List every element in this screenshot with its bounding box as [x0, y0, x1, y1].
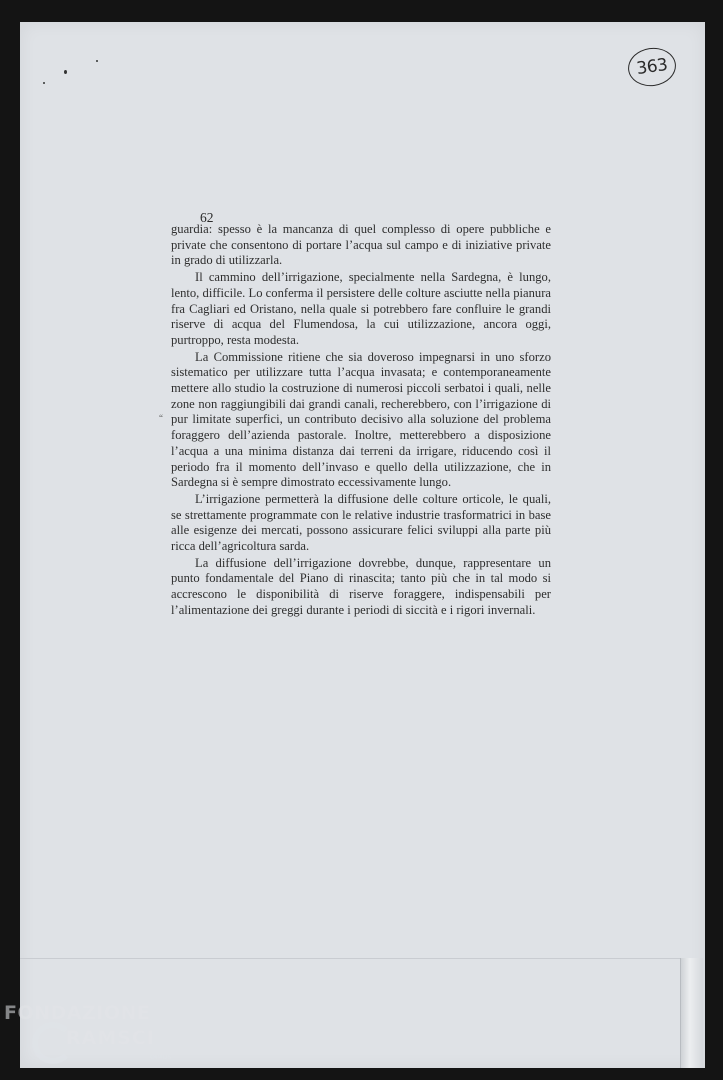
paragraph-5: La diffusione dell’irrigazione dovrebbe, dunque, rappresentare un punto fondamentale del Piano di rinascita; tanto più che in tal modo si accrescono le disponibilità di riserve foraggere, indispensabili per l’alimentazione dei greggi durante i periodi di siccità e i rigori invernali.: [171, 555, 551, 617]
paragraph-3: La Commissione ritiene che sia doveroso impegnarsi in uno sforzo sistematico per utilizzare tutta l’acqua invasata; e contemporaneamente mettere allo studio la costruzione di numerosi piccoli serbatoi i quali, nelle zone non raggiungibili dai grandi canali, recherebbero, con l’irrigazione di pur limitate superfici, un contributo decisivo alla soluzione del problema foraggero dell’azienda pastorale. Inoltre, metterebbero a disposizione l’acqua a una minima distanza dai terreni da irrigare, riducendo così il periodo fra il momento dell’invaso e quello della utilizzazione, che in Sardegna si è sempre dimostrato eccessivamente lungo.: [171, 349, 551, 490]
paragraph-1: guardia: spesso è la mancanza di quel complesso di opere pubbliche e private che consentono di portare l’acqua sul campo e di iniziative private in grado di utilizzarla.: [171, 222, 551, 268]
scan-speck: [96, 60, 98, 62]
fondazione-gramsci-watermark: [4, 1000, 179, 1076]
paragraph-4: L’irrigazione permetterà la diffusione delle colture orticole, le quali, se strettamente programmate con le relative industrie trasformatrici in base alle esigenze dei mercati, possono assicurare felici sviluppi alla parte più ricca dell’agricoltura sarda.: [171, 491, 551, 554]
scan-speck: [43, 82, 45, 84]
margin-mark: “: [159, 413, 163, 423]
page-number: 62: [200, 210, 214, 225]
scan-speck: [64, 70, 67, 74]
page-edge: [680, 958, 703, 1068]
paragraph-2: Il cammino dell’irrigazione, specialmente nella Sardegna, è lungo, lento, difficile. Lo conferma il persistere delle colture asciutte nella pianura fra Cagliari ed Oristano, nella quale si potrebbero fare confluire le grandi riserve di acqua del Flumendosa, la cui utilizzazione, ancora oggi, purtroppo, resta modesta.: [171, 270, 551, 347]
watermark-line2: RAMSCI: [66, 1027, 155, 1049]
watermark-line1: FONDAZIONE: [4, 1002, 151, 1024]
page-fold-line: [20, 958, 680, 959]
archive-number-stamp: 363: [626, 45, 679, 89]
document-body: [171, 222, 551, 620]
watermark-suffix: onlus: [150, 1052, 172, 1061]
